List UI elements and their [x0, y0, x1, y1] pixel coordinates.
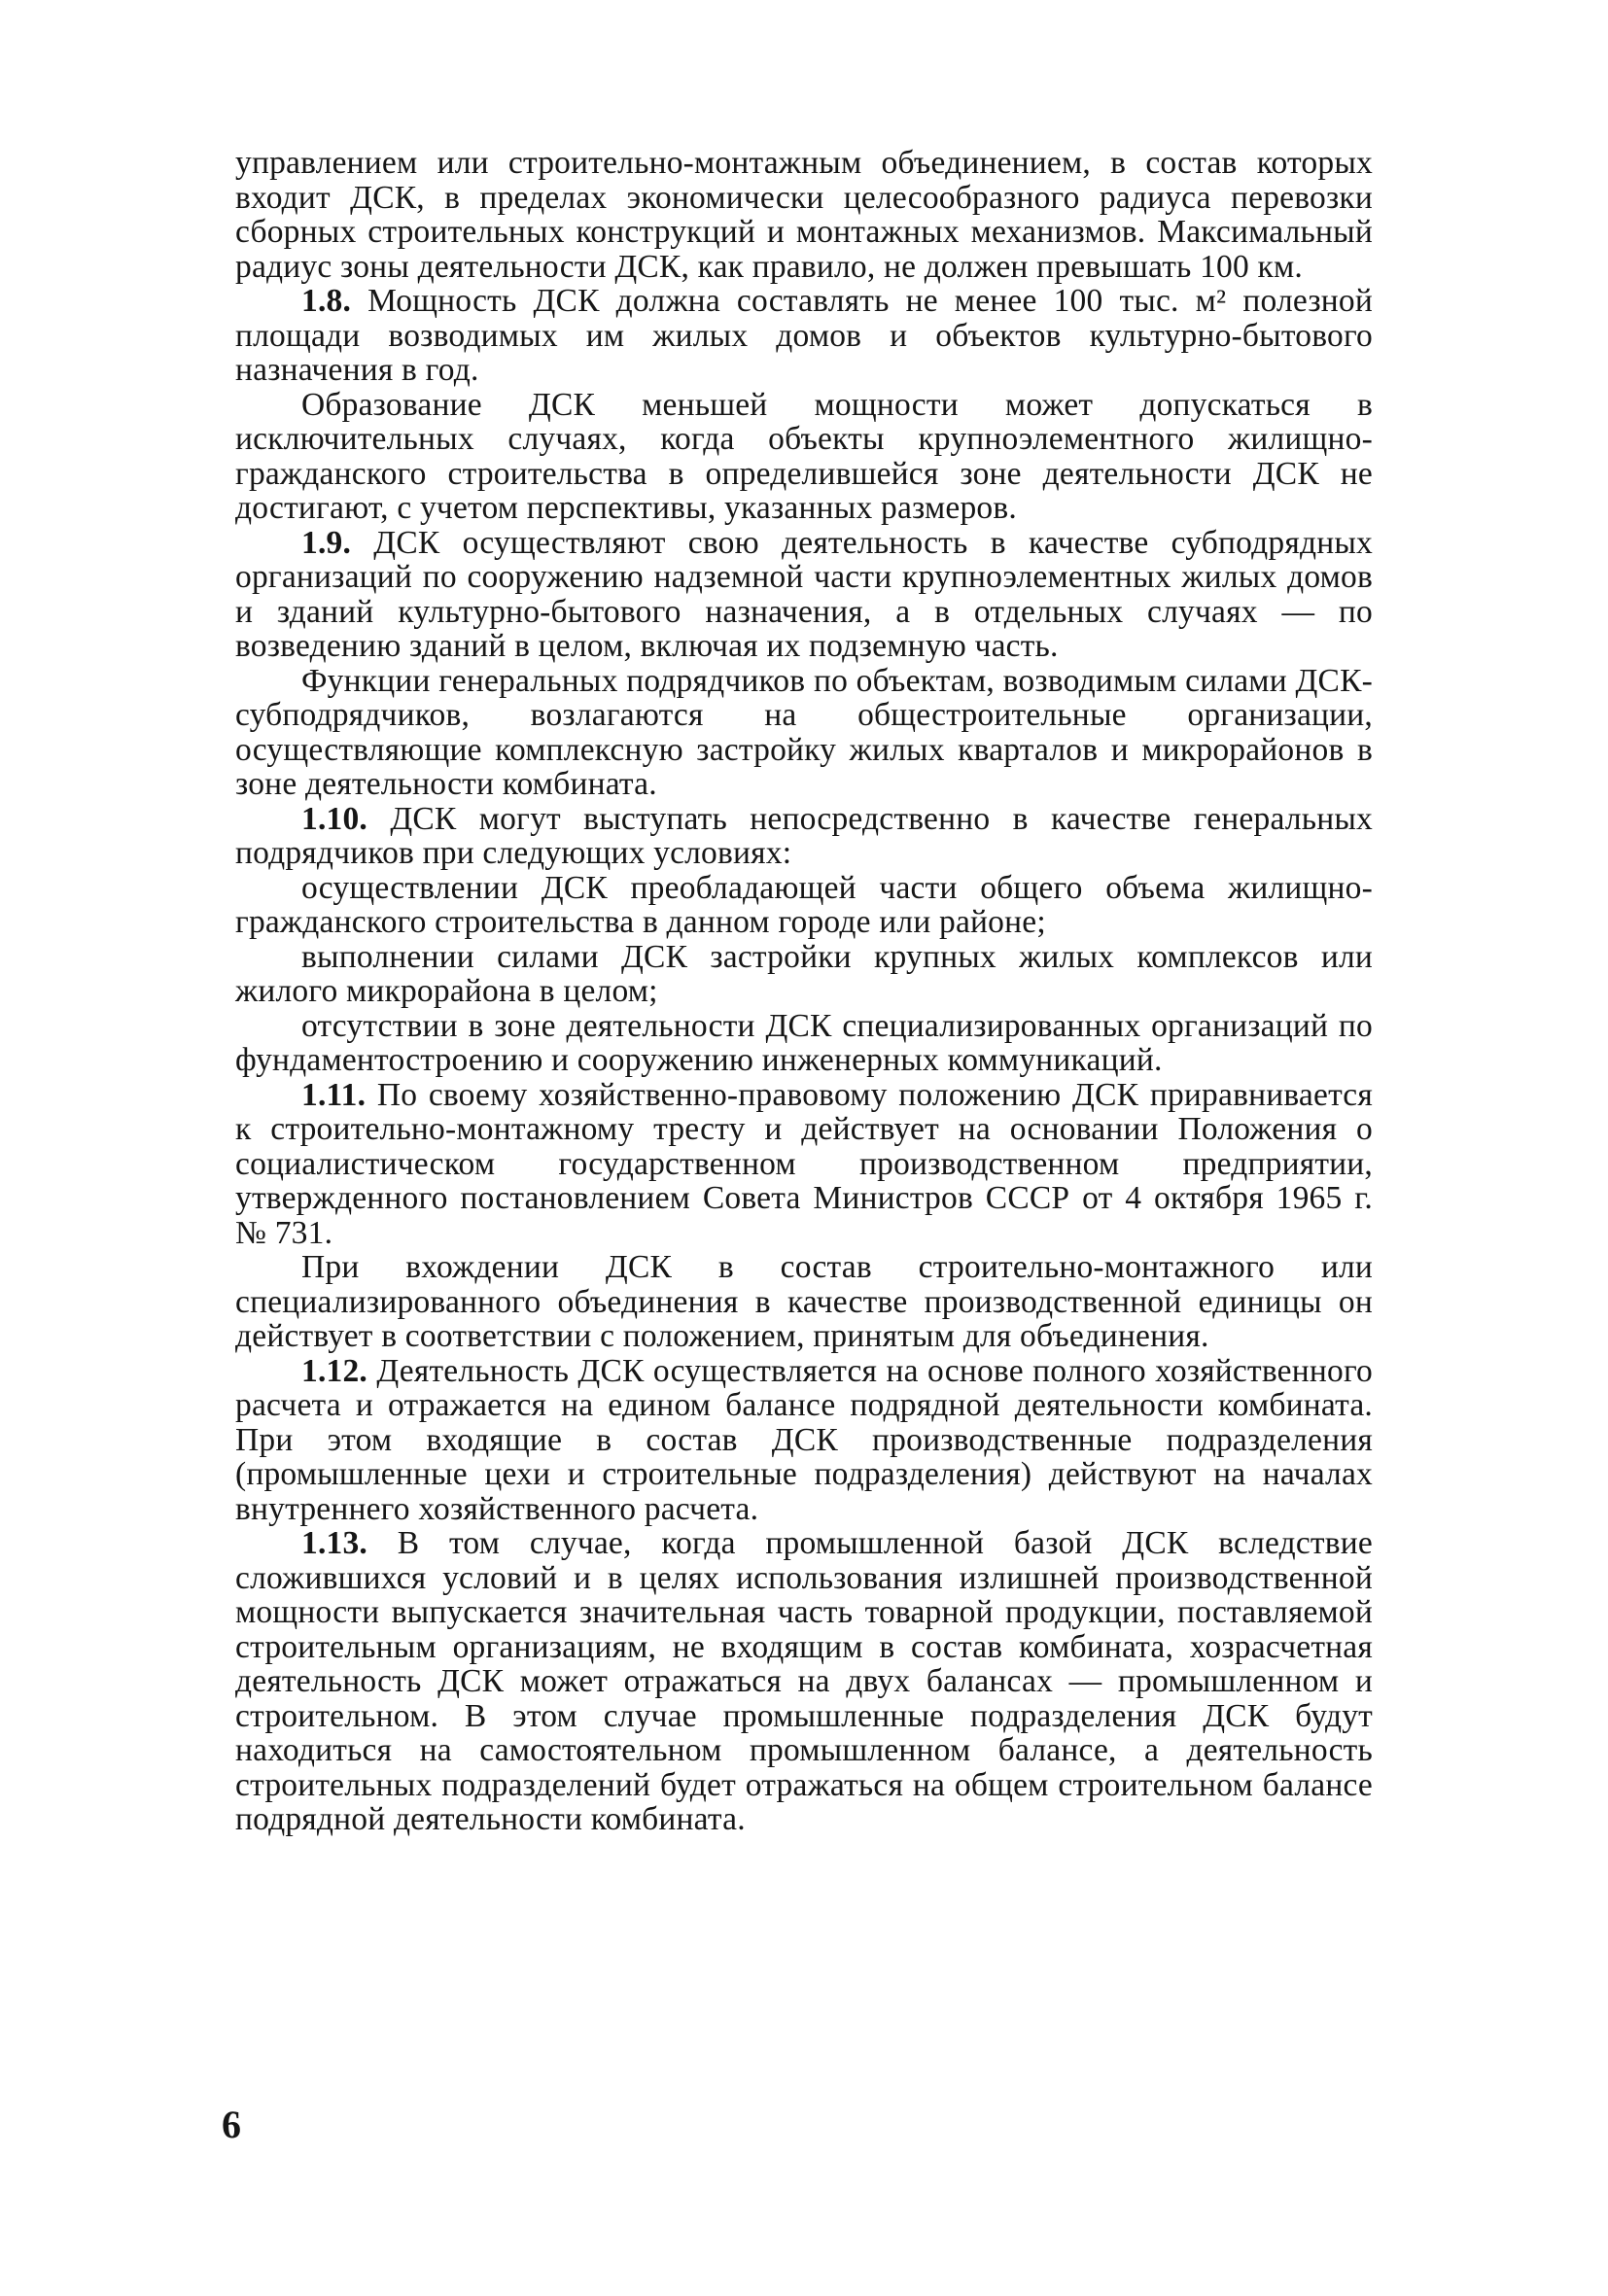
paragraph-5 [235, 664, 1373, 802]
paragraph-1-8 [235, 284, 1373, 388]
paragraph-text: выполнении силами ДСК застройки крупных жилых комплексов или жилого микрорайона в целом; [235, 938, 1373, 1009]
paragraph-3 [235, 388, 1373, 526]
paragraph-1-12 [235, 1354, 1373, 1527]
section-number: 1.8. [301, 283, 352, 319]
section-number: 1.11. [301, 1076, 367, 1113]
paragraph-1-11 [235, 1078, 1373, 1251]
condition-item-3 [235, 1009, 1373, 1078]
paragraph-text: Функции генеральных подрядчиков по объектам, возводимым силами ДСК-субподрядчиков, возлагаются на общестроительные организации, осуществляющие комплексную застройку жилых кварталов и микрорайонов в зоне деятельности комбината. [235, 662, 1373, 802]
paragraph-text: По своему хозяйственно-правовому положению ДСК приравнивается к строительно-монтажному тресту и действует на основании Положения о социалистическом государственном производственном предприятии, утвержденного постановлением Совета Министров СССР от 4 октября 1965 г. № 731. [235, 1076, 1373, 1251]
paragraph-text: Мощность ДСК должна составлять не менее 100 тыс. м² полезной площади возводимых им жилых домов и объектов культурно-бытового назначения в год. [235, 283, 1373, 388]
paragraph-text: Деятельность ДСК осуществляется на основе полного хозяйственного расчета и отражается на едином балансе подрядной деятельности комбината. При этом входящие в состав ДСК производственные подразделения (промышленные цехи и строительные подразделения) действуют на началах внутреннего хозяйственного расчета. [235, 1352, 1373, 1527]
document-page [235, 146, 1373, 1837]
paragraph-1-13 [235, 1526, 1373, 1837]
section-number: 1.12. [301, 1352, 367, 1389]
section-number: 1.13. [301, 1525, 367, 1561]
paragraph-text: отсутствии в зоне деятельности ДСК специализированных организаций по фундаментостроению и сооружению инженерных коммуникаций. [235, 1007, 1373, 1078]
paragraph-text: Образование ДСК меньшей мощности может допускаться в исключительных случаях, когда объекты крупноэлементного жилищно-гражданского строительства в определившейся зоне деятельности ДСК не достигают, с учетом перспективы, указанных размеров. [235, 386, 1373, 526]
section-number: 1.9. [301, 524, 352, 561]
section-number: 1.10. [301, 800, 367, 837]
paragraph-1-10 [235, 802, 1373, 871]
paragraph-text: При вхождении ДСК в состав строительно-монтажного или специализированного объединения в качестве производственной единицы он действует в соответствии с положением, принятым для объединения. [235, 1249, 1373, 1354]
paragraph-text: осуществлении ДСК преобладающей части общего объема жилищно-гражданского строительства в данном городе или районе; [235, 869, 1373, 940]
paragraph-1 [235, 146, 1373, 284]
paragraph-text: В том случае, когда промышленной базой ДСК вследствие сложившихся условий и в целях использования излишней производственной мощности выпускается значительная часть товарной продукции, поставляемой строительным организациям, не входящим в состав комбината, хозрасчетная деятельность ДСК может отражаться на двух балансах — промышленном и строительном. В этом случае промышленные подразделения ДСК будут находиться на самостоятельном промышленном балансе, а деятельность строительных подразделений будет отражаться на общем строительном балансе подрядной деятельности комбината. [235, 1525, 1373, 1837]
page-number: 6 [222, 2103, 241, 2146]
paragraph-text: ДСК осуществляют свою деятельность в качестве субподрядных организаций по сооружению надземной части крупноэлементных жилых домов и зданий культурно-бытового назначения, а в отдельных случаях — по возведению зданий в целом, включая их подземную часть. [235, 524, 1373, 664]
paragraph-text: управлением или строительно-монтажным объединением, в состав которых входит ДСК, в пределах экономически целесообразного радиуса перевозки сборных строительных конструкций и монтажных механизмов. Максимальный радиус зоны деятельности ДСК, как правило, не должен превышать 100 км. [235, 145, 1373, 285]
paragraph-1-9 [235, 526, 1373, 664]
condition-item-1 [235, 871, 1373, 940]
condition-item-2 [235, 940, 1373, 1009]
paragraph-text: ДСК могут выступать непосредственно в качестве генеральных подрядчиков при следующих условиях: [235, 800, 1373, 871]
paragraph-11 [235, 1250, 1373, 1354]
